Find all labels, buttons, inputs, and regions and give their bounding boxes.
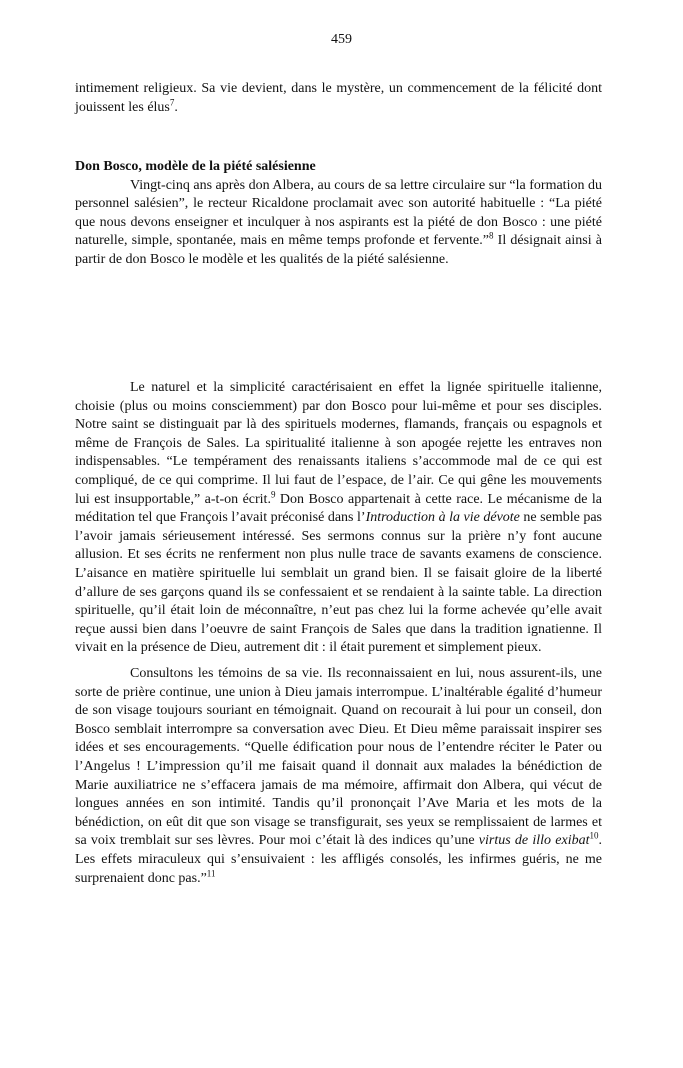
footnote-ref-10: 10 <box>589 830 599 841</box>
footnote-ref-7: 7 <box>169 96 175 107</box>
section-heading: Don Bosco, modèle de la piété salésienne <box>75 159 316 174</box>
paragraph-1 <box>75 177 602 270</box>
text-run: intimement religieux. Sa vie devient, dans le mystère, un commencement de la félicité dont jouissent les élus <box>75 81 602 115</box>
page-number: 459 <box>331 32 352 47</box>
text-run: Le naturel et la simplicité caractérisaient en effet la lignée spirituelle italienne, choisie (plus ou moins consciemment) par don Bosco pour lui-même et pour ses disciples. Notre saint se distinguait par là des spirituels modernes, flamands, français ou espagnols et même de François de Sales. La spiritualité italienne à son apogée rejette les entraves non indispensables. “Le tempérament des renaissants italiens s’accommode mal de ce qui est compliqué, de ce qui comprime. Il lui faut de l’espace, de l’air. Ce qui gêne les mouvements lui est insupportable,” a-t-on écrit. <box>75 380 602 507</box>
italic-title: Introduction à la vie dévote <box>365 510 520 526</box>
italic-latin: virtus de illo exibat <box>478 833 590 849</box>
text-run: . Les effets miraculeux qui s’ensuivaient : les affligés consolés, les infirmes guéris, ne me surprenaient donc pas.” <box>75 833 602 886</box>
text-run: Don Bosco appartenait à cette race. Le mécanisme de la méditation tel que François l’avait préconisé dans l’ <box>75 491 602 526</box>
footnote-ref-8: 8 <box>488 230 494 241</box>
footnote-ref-9: 9 <box>270 488 276 499</box>
paragraph-3 <box>75 665 602 888</box>
text-run: ne semble pas l’avoir jamais sérieusement intéressé. Ses sermons connus sur la prière n’y font aucune allusion. Et ses écrits ne renferment non plus nulle trace de savants examens de conscience. L’aisance en matière spirituelle lui semblait un grand bien. Il se faisait gloire de la liberté d’allure de ses garçons quand ils se confessaient et se rendaient à la sainte table. La direction spirituelle, qu’il était loin de méconnaître, n’eut pas chez lui la forme achevée qu’elle avait reçue aussi bien dans l’oeuvre de saint François de Sales que dans la tradition ignatienne. Il vivait en la présence de Dieu, autrement dit : il était purement et simplement pieux. <box>75 510 602 656</box>
footnote-ref-11: 11 <box>206 867 216 878</box>
paragraph-continued <box>75 80 602 117</box>
text-run: Vingt-cinq ans après don Albera, au cours de sa lettre circulaire sur “la formation du personnel salésien”, le recteur Ricaldone proclamait avec son autorité habituelle : “La piété que nous devons enseigner et inculquer à nos aspirants est la piété de don Bosco : une piété naturelle, simple, spontanée, mais en même temps profonde et fervente.” <box>75 177 602 249</box>
text-run: Consultons les témoins de sa vie. Ils reconnaissaient en lui, nous assurent-ils, une sorte de prière continue, une union à Dieu jamais interrompue. L’inaltérable égalité d’humeur de son visage toujours souriant en témoignait. Quand on recourait à lui pour un conseil, don Bosco semblait interrompre sa conversation avec Dieu. Et Dieu même paraissait inspirer ses idées et ses encouragements. “Quelle édification pour nous de l’entendre réciter le Pater ou l’Angelus ! L’impression qu’il me faisait quand il donnait aux malades la bénédiction de Marie auxiliatrice ne s’effacera jamais de ma mémoire, affirmait don Albera, qui vécut de longues années en son intimité. Tandis qu’il prononçait l’Ave Maria et les mots de la bénédiction, on eût dit que son visage se transfigurait, ses yeux se remplissaient de larmes et sa voix tremblait sur ses lèvres. Pour moi c’était là des indices qu’une <box>75 666 602 849</box>
section-block <box>75 158 602 270</box>
paragraph-2 <box>75 379 602 658</box>
text-run: Il désignait ainsi à partir de don Bosco le modèle et les qualités de la piété salésienne. <box>75 233 602 267</box>
text-run: . <box>174 99 178 115</box>
